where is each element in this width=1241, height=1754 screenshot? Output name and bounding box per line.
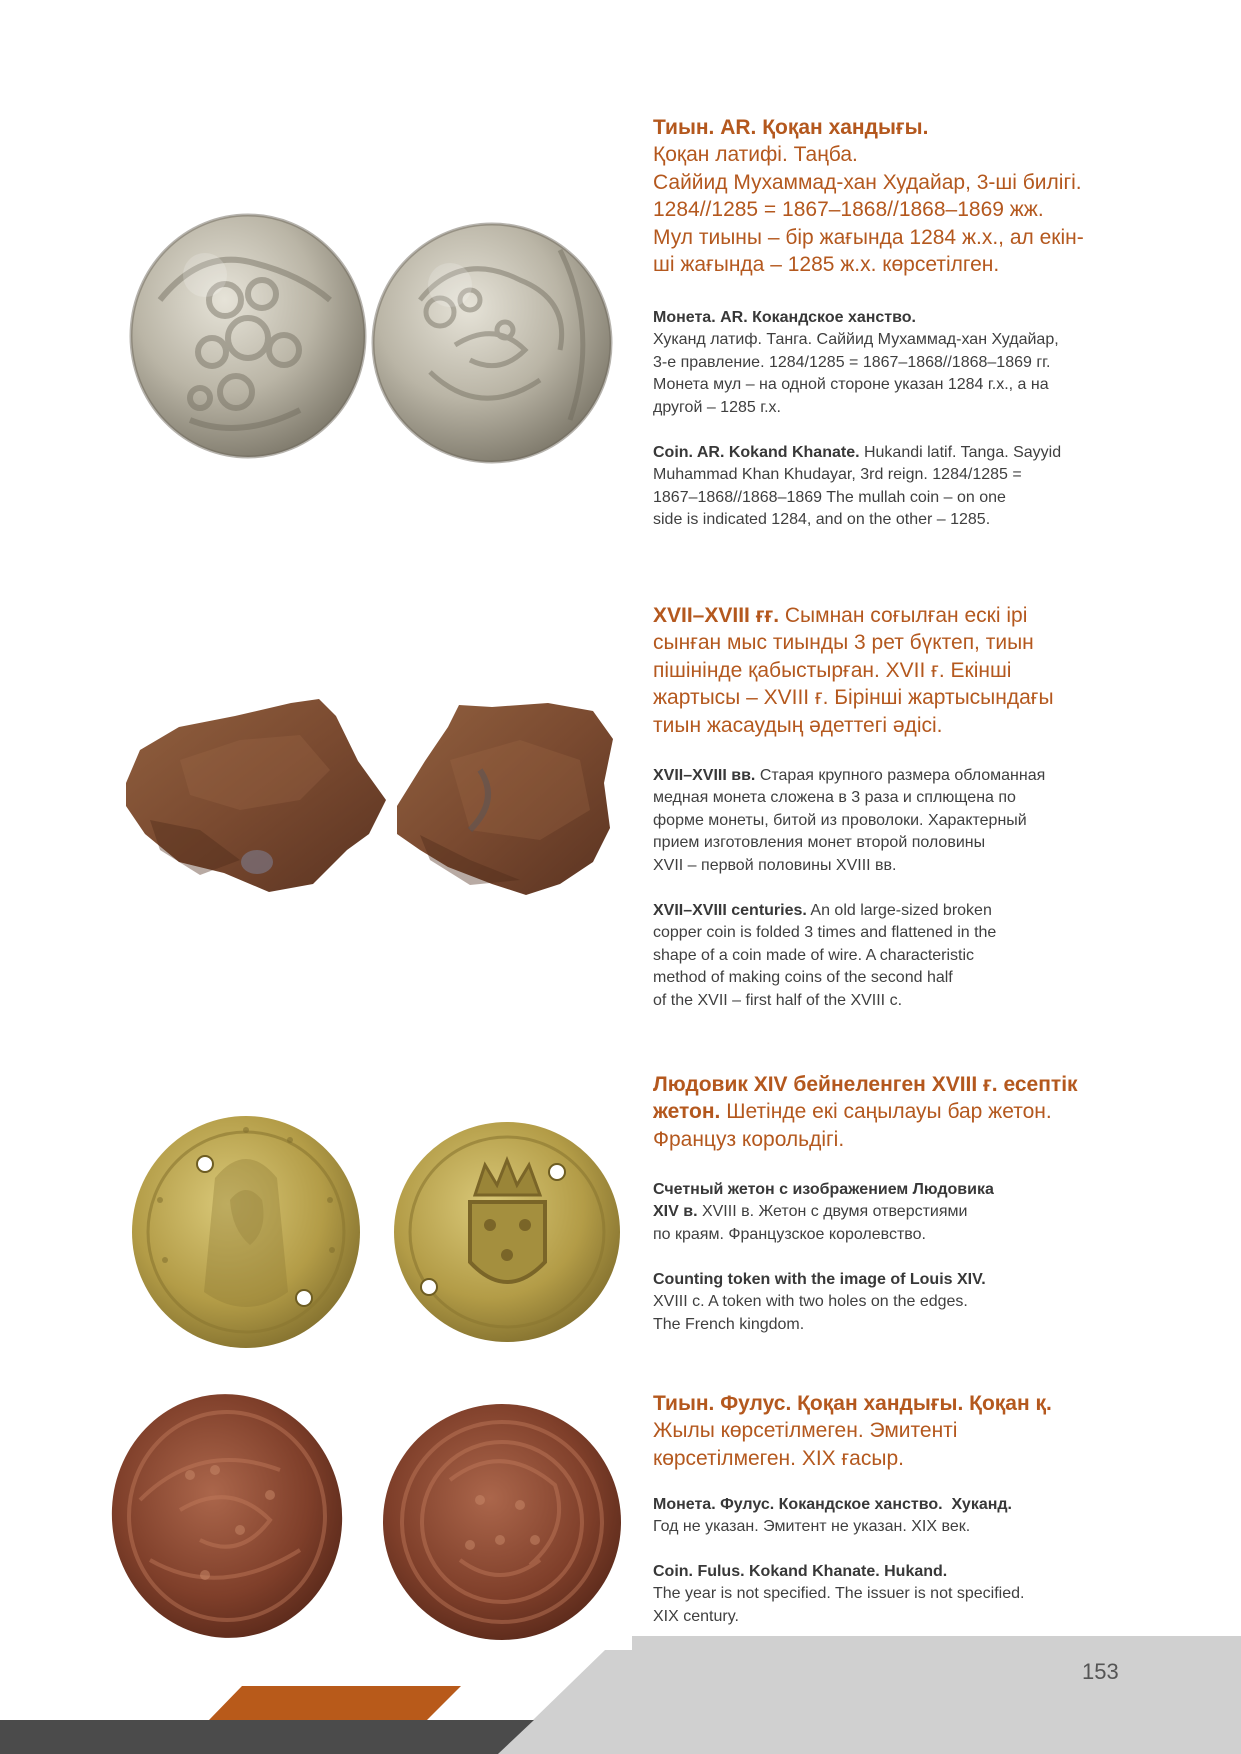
entry-2-english-description (653, 900, 996, 1012)
silver-coin-reverse-image (373, 224, 611, 462)
entry-2-kazakh-description (653, 602, 1054, 739)
entry-1-russian-title: Монета. AR. Кокандское ханство. (653, 309, 916, 326)
entry-3-russian-text: XVIII в. Жетон с двумя отверстиями по краям. Французское королевство. (653, 1203, 968, 1243)
entry-3-russian-description (653, 1179, 994, 1246)
louis-xiv-token-obverse-image (132, 1116, 360, 1348)
fulus-coin-reverse-image (383, 1404, 621, 1640)
entry-4-english-description (653, 1561, 1024, 1628)
entry-4-russian-text: Год не указан. Эмитент не указан. XIX век. (653, 1518, 971, 1536)
folded-copper-coin-left-image (126, 699, 386, 892)
entry-3-english-description (653, 1269, 986, 1336)
entry-4-russian-description (653, 1494, 1012, 1539)
entry-4-kazakh-text: Жылы көрсетілмеген. Эмитенті көрсетілмеген. XIX ғасыр. (653, 1419, 958, 1470)
entry-4-english-title: Coin. Fulus. Kokand Khanate. Hukand. (653, 1563, 948, 1580)
silver-coin-obverse-image (131, 215, 365, 457)
folded-copper-coin-right-image (397, 703, 613, 895)
fulus-coin-obverse-image (96, 1379, 358, 1653)
entry-3-english-title: Counting token with the image of Louis XIV. (653, 1271, 986, 1288)
entry-4-english-text: The year is not specified. The issuer is not specified. XIX century. (653, 1585, 1025, 1625)
entry-2-english-text: An old large-sized broken copper coin is folded 3 times and flattened in the shape of a coin made of wire. A characteristic method of making coins of the second half of the XVII – first half of the XVIII c. (653, 902, 997, 1009)
entry-2-english-title: XVII–XVIII centuries. (653, 902, 807, 919)
entry-1-kazakh-text: Қоқан латифі. Таңба. Саййид Мухаммад-хан Худайар, 3-ші билігі. 1284//1285 = 1867–1868//1868–1869 жж. Мул тиыны – бір жағында 1284 ж.х., ал екін- ші жағында – 1285 ж.х. көрсетілген. (653, 143, 1084, 277)
entry-4-kazakh-title: Тиын. Фулус. Қоқан хандығы. Қоқан қ. (653, 1392, 1052, 1415)
entry-1-english-title: Coin. AR. Kokand Khanate. (653, 444, 860, 461)
entry-1-english-text: Hukandi latif. Tanga. Sayyid Muhammad Khan Khudayar, 3rd reign. 1284/1285 = 1867–1868//1868–1869 The mullah coin – on one side is indicated 1284, and on the other – 1285. (653, 444, 1062, 529)
entry-1-kazakh-description (653, 114, 1084, 278)
louis-xiv-token-reverse-image (394, 1122, 620, 1342)
entry-2-russian-title: XVII–XVIII вв. (653, 767, 756, 784)
entry-4-kazakh-description (653, 1390, 1052, 1472)
entry-3-russian-title: Счетный жетон с изображением Людовика XIV в. (653, 1181, 994, 1221)
entry-1-kazakh-title: Тиын. AR. Қоқан хандығы. (653, 116, 929, 139)
entry-2-russian-description (653, 765, 1045, 877)
entry-1-english-description (653, 442, 1061, 532)
entry-3-english-text: XVIII c. A token with two holes on the edges. The French kingdom. (653, 1293, 968, 1333)
entry-3-kazakh-text: Шетінде екі саңылауы бар жетон. Француз корольдігі. (653, 1100, 1052, 1151)
entry-3-kazakh-title: Людовик XIV бейнеленген XVIII ғ. есептік жетон. (653, 1073, 1078, 1124)
page-number: 153 (1082, 1659, 1119, 1684)
entry-2-kazakh-title: XVII–XVIII ғғ. (653, 604, 780, 627)
entry-2-kazakh-text: Сымнан соғылған ескі ірі сынған мыс тиынды 3 рет бүктеп, тиын пішінінде қабыстырған. XVII ғ. Екінші жартысы – XVIII ғ. Бірінші жартысындағы тиын жасаудың әдеттегі әдісі. (653, 604, 1054, 737)
footer-light-band (498, 1636, 1241, 1754)
entry-3-kazakh-description (653, 1071, 1078, 1153)
entry-1-russian-description (653, 307, 1059, 419)
entry-4-russian-title: Монета. Фулус. Кокандское ханство. Хуканд. (653, 1496, 1012, 1513)
entry-2-russian-text: Старая крупного размера обломанная медная монета сложена в 3 раза и сплющена по форме монеты, битой из проволоки. Характерный прием изготовления монет второй половины XVII – первой половины XVIII вв. (653, 767, 1046, 874)
entry-1-russian-text: Хуканд латиф. Танга. Саййид Мухаммад-хан Худайар, 3-е правление. 1284/1285 = 1867–1868//1868–1869 гг. Монета мул – на одной стороне указан 1284 г.х., а на другой – 1285 г.х. (653, 331, 1059, 416)
footer-orange-bar (209, 1686, 461, 1720)
footer-dark-band (0, 1720, 534, 1754)
